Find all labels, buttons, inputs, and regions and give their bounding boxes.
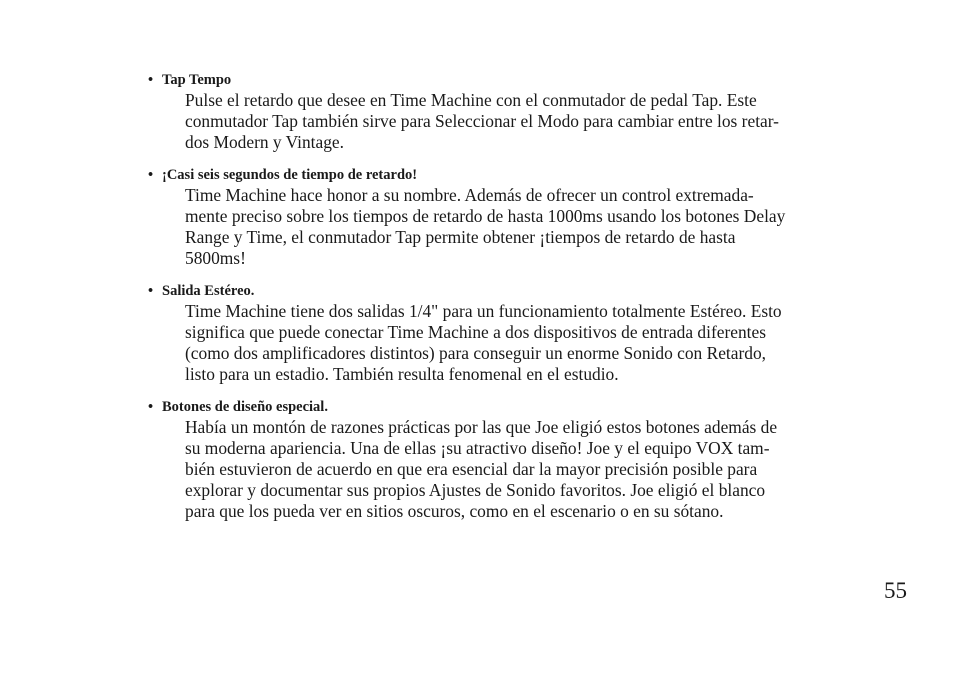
body-line: para que los pueda ver en sitios oscuros, como en el escenario o en su sótano. [185, 501, 724, 521]
page-number: 55 [884, 578, 907, 603]
body-line: Range y Time, el conmutador Tap permite obtener ¡tiempos de retardo de hasta [185, 227, 736, 247]
heading-text: Tap Tempo [162, 72, 232, 88]
section-body [185, 90, 888, 153]
section-heading [148, 397, 888, 417]
body-line: significa que puede conectar Time Machine a dos dispositivos de entrada diferentes [185, 322, 766, 342]
body-line: mente preciso sobre los tiempos de retardo de hasta 1000ms usando los botones Delay [185, 206, 786, 226]
heading-text: Botones de diseño especial. [162, 399, 328, 415]
body-line: conmutador Tap también sirve para Seleccionar el Modo para cambiar entre los retar- [185, 111, 779, 131]
body-line: (como dos amplificadores distintos) para conseguir un enorme Sonido con Retardo, [185, 343, 766, 363]
body-line: dos Modern y Vintage. [185, 132, 344, 152]
body-line: Time Machine hace honor a su nombre. Además de ofrecer un control extremada- [185, 185, 754, 205]
body-line: Time Machine tiene dos salidas 1/4" para un funcionamiento totalmente Estéreo. Esto [185, 301, 782, 321]
body-line: listo para un estadio. También resulta fenomenal en el estudio. [185, 364, 619, 384]
heading-text: ¡Casi seis segundos de tiempo de retardo! [162, 167, 418, 183]
section-body [185, 417, 888, 522]
bullet-icon: • [148, 167, 154, 183]
section-heading [148, 70, 888, 90]
body-line: su moderna apariencia. Una de ellas ¡su atractivo diseño! Joe y el equipo VOX tam- [185, 438, 770, 458]
body-line: bién estuvieron de acuerdo en que era esencial dar la mayor precisión posible para [185, 459, 758, 479]
bullet-icon: • [148, 399, 154, 415]
section-heading [148, 165, 888, 185]
section-tap-tempo [148, 70, 888, 153]
main-content [148, 70, 888, 534]
section-delay-time [148, 165, 888, 269]
body-line: explorar y documentar sus propios Ajustes de Sonido favoritos. Joe eligió el blanco [185, 480, 766, 500]
bullet-icon: • [148, 283, 154, 299]
section-body [185, 301, 888, 385]
section-stereo-output [148, 281, 888, 385]
body-line: Había un montón de razones prácticas por las que Joe eligió estos botones además de [185, 417, 778, 437]
body-line: 5800ms! [185, 248, 246, 268]
body-line: Pulse el retardo que desee en Time Machine con el conmutador de pedal Tap. Este [185, 90, 757, 110]
section-body [185, 185, 888, 269]
section-special-knobs [148, 397, 888, 522]
heading-text: Salida Estéreo. [162, 283, 255, 299]
bullet-icon: • [148, 72, 154, 88]
section-heading [148, 281, 888, 301]
